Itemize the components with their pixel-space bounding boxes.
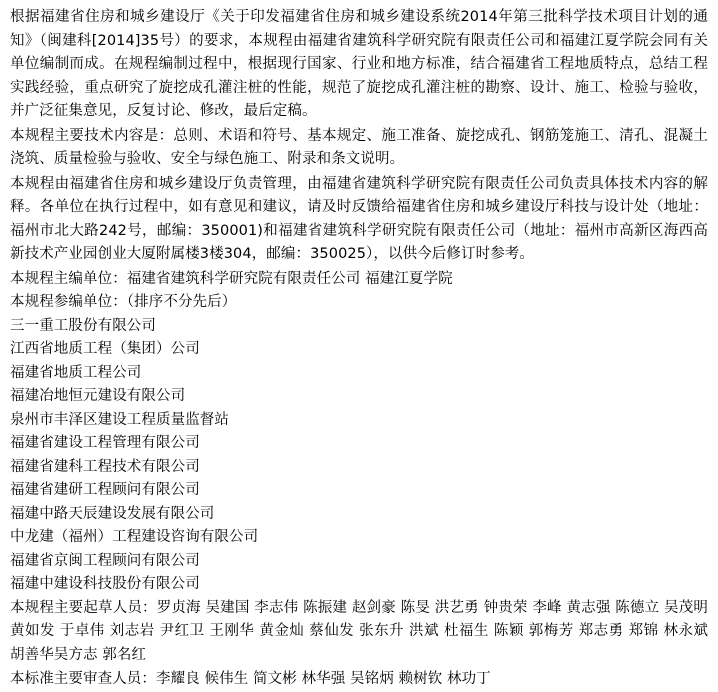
paragraph-technical-content: 本规程主要技术内容是：总则、术语和符号、基本规定、施工准备、旋挖成孔、钢筋笼施工、清孔、混凝土浇筑、质量检验与验收、安全与绿色施工、附录和条文说明。 [10, 127, 708, 167]
drafters-value: 罗贞海 吴建国 李志伟 陈振建 赵剑豪 陈旻 洪艺勇 钟贵荣 李峰 黄志强 陈德立 吴茂明 黄如发 于卓伟 刘志岩 尹红卫 王刚华 黄金灿 蔡仙发 张东升 洪斌 杜福生 陈颖 郭梅芳 郑志勇 郑锦 林永斌 胡善华吴方志 郭名红 [10, 599, 708, 663]
participants-list [10, 315, 708, 597]
paragraph-background: 根据福建省住房和城乡建设厅《关于印发福建省住房和城乡建设系统2014年第三批科学技术项目计划的通知》（闽建科[2014]35号）的要求，本规程由福建省建筑科学研究院有限责任公司和福建江夏学院会同有关单位编制而成。在规程编制过程中，根据现行国家、行业和地方标准，结合福建省工程地质特点，总结工程实践经验，重点研究了旋挖成孔灌注桩的性能，规范了旋挖成孔灌注桩的勘察、设计、施工、检验与验收，并广泛征集意见，反复讨论、修改，最后定稿。 [10, 9, 708, 119]
drafters-paragraph [10, 597, 708, 668]
main-editor-line [10, 268, 708, 292]
reviewers-line [10, 668, 708, 692]
paragraph-administration: 本规程由福建省住房和城乡建设厅负责管理，由福建省建筑科学研究院有限责任公司负责具体技术内容的解释。各单位在执行过程中，如有意见和建议，请及时反馈给福建省住房和城乡建设厅科技与设计处（地址：福州市北大路242号，邮编：350001)和福建省建筑科学研究院有限责任公司（地址：福州市高新区海西高新技术产业园创业大厦附属楼3楼304，邮编：350025），以供今后修订时参考。 [10, 175, 708, 262]
reviewers-value: 李耀良 候伟生 简文彬 林华强 吴铭炳 赖树钦 林功丁 [156, 671, 491, 687]
list-item: 福建省地质工程公司 [10, 364, 142, 381]
main-editor-value: 福建省建筑科学研究院有限责任公司 福建江夏学院 [126, 270, 453, 287]
reviewers-label: 本标准主要审查人员： [10, 671, 156, 687]
list-item: 福建中路天辰建设发展有限公司 [10, 505, 215, 522]
list-item: 福建省建设工程管理有限公司 [10, 435, 200, 451]
list-item: 中龙建（福州）工程建设咨询有限公司 [10, 529, 259, 545]
participants-label: 本规程参编单位：（排序不分先后） [10, 294, 237, 310]
list-item: 福建冶地恒元建设有限公司 [10, 388, 186, 404]
drafters-label: 本规程主要起草人员： [10, 599, 157, 616]
list-item: 江西省地质工程（集团）公司 [10, 341, 200, 357]
list-item: 福建中建设科技股份有限公司 [10, 576, 200, 592]
list-item: 泉州市丰泽区建设工程质量监督站 [10, 411, 229, 428]
main-editor-label: 本规程主编单位： [10, 270, 127, 287]
list-item: 福建省京闽工程顾问有限公司 [10, 552, 200, 569]
list-item: 三一重工股份有限公司 [10, 317, 156, 334]
list-item: 福建省建科工程技术有限公司 [10, 458, 200, 475]
list-item: 福建省建研工程顾问有限公司 [10, 482, 200, 498]
